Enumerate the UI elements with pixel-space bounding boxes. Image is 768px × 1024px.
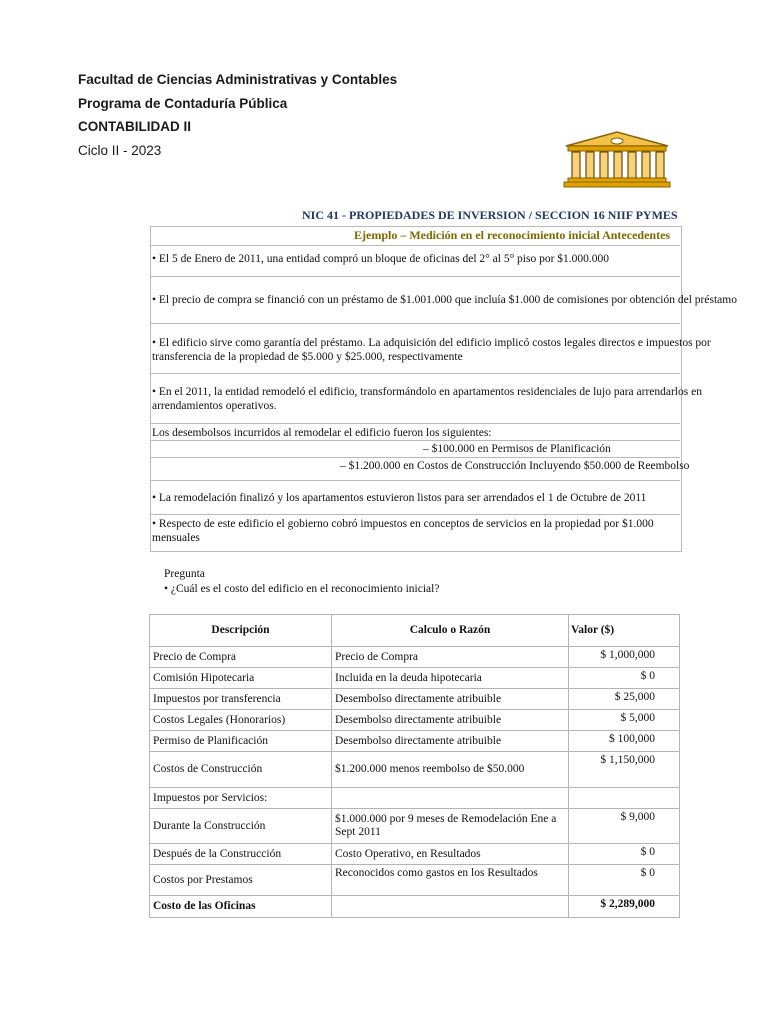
cell-calculation: Reconocidos como gastos en los Resultados [332,865,569,896]
cell-description: Comisión Hipotecaria [150,668,332,689]
example-subtitle: Ejemplo – Medición en el reconocimiento inicial Antecedentes [354,228,671,242]
column-header-value: Valor ($) [569,615,680,647]
table-row [150,668,680,689]
cell-description: Costos de Construcción [150,752,332,788]
cell-value: $ 0 [569,668,680,689]
cell-value: $ 25,000 [569,689,680,710]
table-row [150,647,680,668]
cell-value [569,788,680,809]
divider [150,245,680,246]
cell-calculation: Desembolso directamente atribuible [332,731,569,752]
cell-description: Costos por Prestamos [150,865,332,896]
cell-calculation: $1.200.000 menos reembolso de $50.000 [332,752,569,788]
cell-value: $ 5,000 [569,710,680,731]
cell-calculation: $1.000.000 por 9 meses de Remodelación Ene a Sept 2011 [332,809,569,844]
cell-description: Durante la Construcción [150,809,332,844]
paragraph-6: • La remodelación finalizó y los apartamentos estuvieron listos para ser arrendados el 1 de Octubre de 2011 [152,492,647,504]
column-header-calculation: Calculo o Razón [332,615,569,647]
question-text: • ¿Cuál es el costo del edificio en el reconocimiento inicial? [164,583,440,595]
faculty-name: Facultad de Ciencias Administrativas y Contables [78,72,398,87]
paragraph-5: Los desembolsos incurridos al remodelar el edificio fueron los siguientes: [152,427,492,439]
paragraph-5-item-1: – $100.000 en Permisos de Planificación [423,443,611,455]
cell-description: Impuestos por transferencia [150,689,332,710]
table-row [150,865,680,896]
paragraph-4-line-2: arrendamientos operativos. [152,400,277,412]
table-total-row [150,896,680,918]
cell-value: $ 9,000 [569,809,680,844]
table-row [150,689,680,710]
divider [150,514,680,515]
cell-calculation: Desembolso directamente atribuible [332,689,569,710]
program-name: Programa de Contaduría Pública [78,95,288,111]
table-header-row [150,615,680,647]
divider [150,480,680,481]
divider [150,440,680,441]
cell-total-calculation [332,896,569,918]
cell-calculation: Incluida en la deuda hipotecaria [332,668,569,689]
divider [150,276,680,277]
cell-description: Después de la Construcción [150,844,332,865]
paragraph-7-line-2: mensuales [152,532,200,544]
cell-total-value: $ 2,289,000 [569,896,680,918]
cell-calculation: Precio de Compra [332,647,569,668]
divider [150,423,680,424]
paragraph-3-line-2: transferencia de la propiedad de $5.000 y $25.000, respectivamente [152,351,463,363]
cell-value: $ 100,000 [569,731,680,752]
cycle-label: Ciclo II - 2023 [78,142,162,158]
cell-calculation [332,788,569,809]
cell-value: $ 0 [569,844,680,865]
table-row [150,731,680,752]
question-label: Pregunta [164,568,205,580]
paragraph-7-line-1: • Respecto de este edificio el gobierno cobró impuestos en conceptos de servicios en la propiedad por $1.000 [152,518,654,530]
paragraph-3-line-1: • El edificio sirve como garantía del préstamo. La adquisición del edificio implicó costos legales directos e impuestos por [152,337,711,349]
cell-calculation: Costo Operativo, en Resultados [332,844,569,865]
cost-table [149,614,680,918]
cell-value: $ 1,150,000 [569,752,680,788]
cell-value: $ 1,000,000 [569,647,680,668]
cell-value: $ 0 [569,865,680,896]
column-header-description: Descripción [150,615,332,647]
cell-total-description: Costo de las Oficinas [150,896,332,918]
paragraph-1: • El 5 de Enero de 2011, una entidad compró un bloque de oficinas del 2° al 5° piso por $1.000.000 [152,253,610,265]
paragraph-2: • El precio de compra se financió con un préstamo de $1.001.000 que incluía $1.000 de comisiones por obtención del préstamo [152,294,737,306]
divider [150,457,680,458]
table-row [150,844,680,865]
table-row [150,788,680,809]
cell-calculation: Desembolso directamente atribuible [332,710,569,731]
paragraph-4-line-1: • En el 2011, la entidad remodeló el edificio, transformándolo en apartamentos residenciales de lujo para arrendarlos en [152,386,702,398]
table-row [150,752,680,788]
table-row [150,710,680,731]
divider [150,373,680,374]
cell-description: Costos Legales (Honorarios) [150,710,332,731]
paragraph-5-item-2: – $1.200.000 en Costos de Construcción Incluyendo $50.000 de Reembolso [340,460,690,472]
cell-description: Precio de Compra [150,647,332,668]
table-row [150,809,680,844]
cell-description: Permiso de Planificación [150,731,332,752]
divider [150,323,680,324]
section-title: NIC 41 - PROPIEDADES DE INVERSION / SECCION 16 NIIF PYMES [302,208,678,222]
cell-description: Impuestos por Servicios: [150,788,332,809]
course-name: CONTABILIDAD II [78,119,191,134]
